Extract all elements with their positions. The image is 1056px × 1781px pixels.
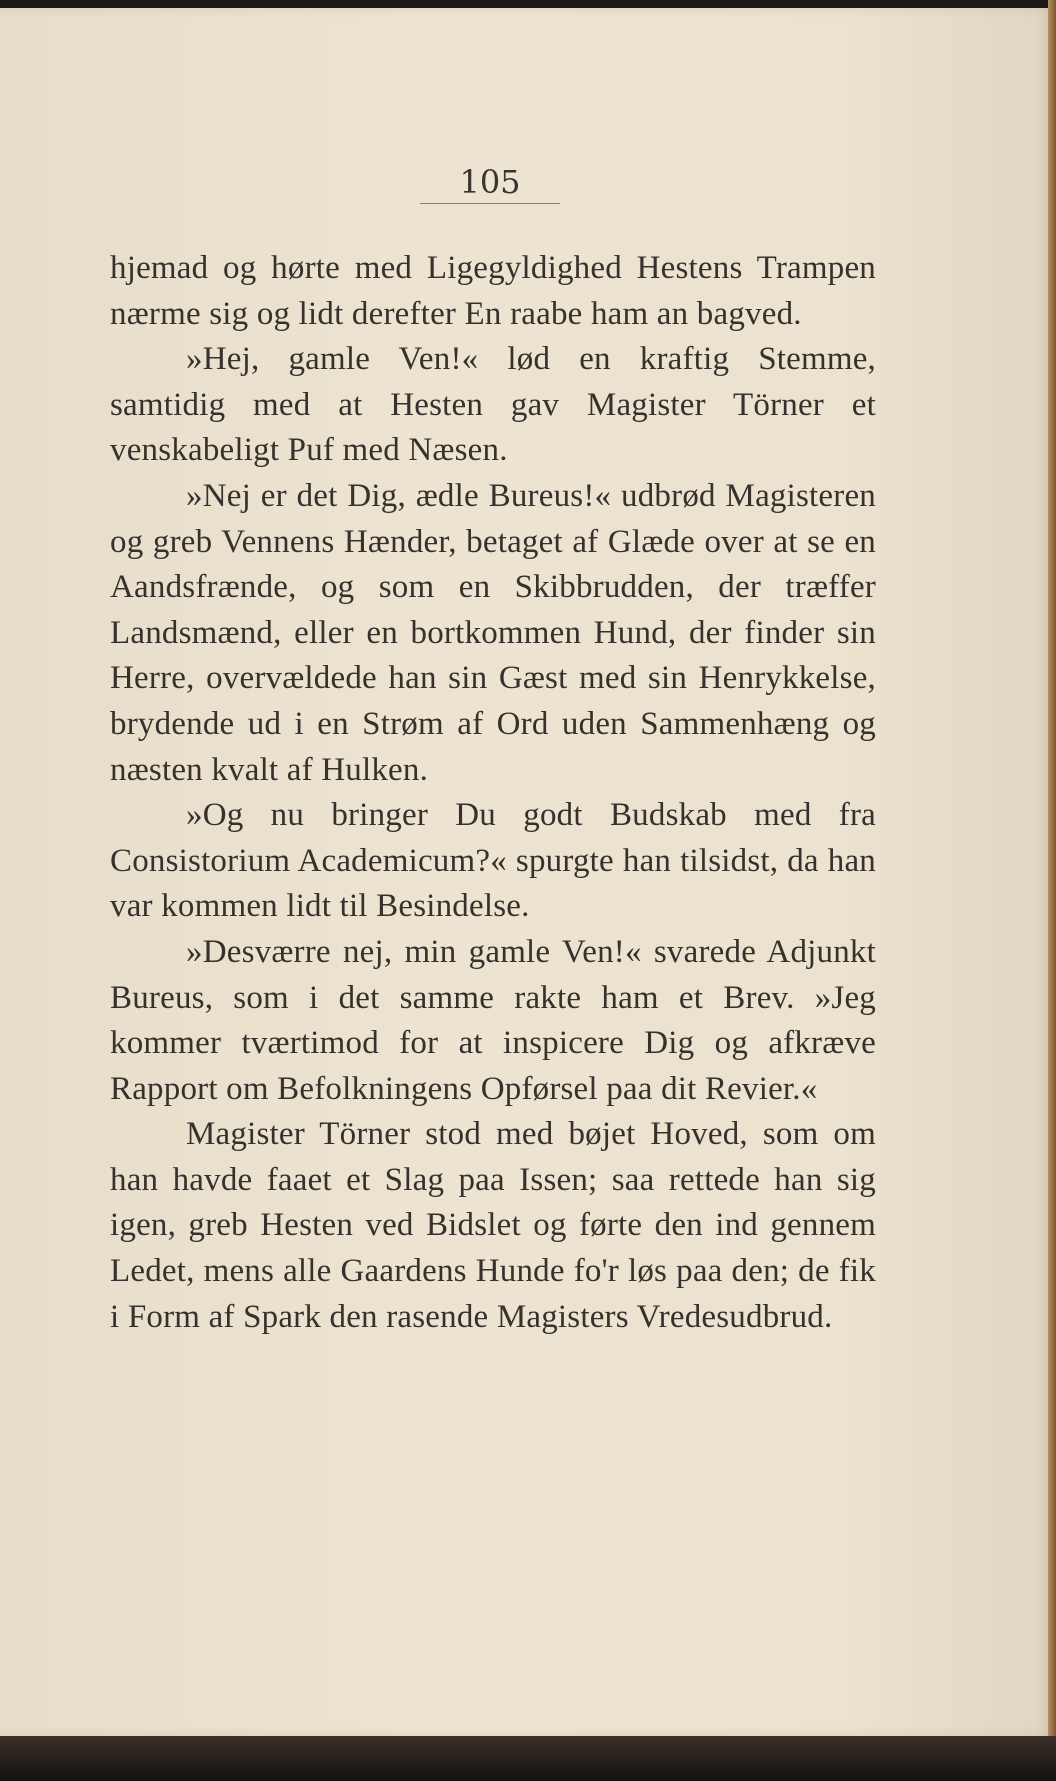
paragraph: hjemad og hørte med Ligegyldighed Hestens Trampen nærme sig og lidt derefter En raabe ham an bagved. [110, 250, 876, 332]
paragraph: »Hej, gamle Ven!« lød en kraftig Stemme, samtidig med at Hesten gav Magister Törner et venskabeligt Puf med Næsen. [110, 341, 876, 469]
paragraph: »Og nu bringer Du godt Budskab med fra Consistorium Academicum?« spurgte han tilsidst, da han var kommen lidt til Besindelse. [110, 797, 876, 925]
paragraph: »Desværre nej, min gamle Ven!« svarede Adjunkt Bureus, som i det samme rakte ham et Brev. »Jeg kommer tværtimod for at inspicere Dig og afkræve Rapport om Befolkningens Opførsel paa dit Revier.« [110, 933, 876, 1107]
body-text [110, 246, 876, 1340]
book-edge-right [1048, 0, 1056, 1781]
paragraph: Magister Törner stod med bøjet Hoved, som om han havde faaet et Slag paa Issen; saa rettede han sig igen, greb Hesten ved Bidslet og førte den ind gennem Ledet, mens alle Gaardens Hunde fo'r løs paa den; de fik i Form af Spark den rasende Magisters Vredesudbrud. [110, 1116, 876, 1335]
book-page [0, 8, 1055, 1736]
book-edge-bottom [0, 1736, 1056, 1781]
paragraph: »Nej er det Dig, ædle Bureus!« udbrød Magisteren og greb Vennens Hænder, betaget af Glæde over at se en Aandsfrænde, og som en Skibbrudden, der træffer Landsmænd, eller en bortkommen Hund, der finder sin Herre, overvældede han sin Gæst med sin Henrykkelse, brydende ud i en Strøm af Ord uden Sammenhæng og næsten kvalt af Hulken. [110, 477, 876, 788]
page-number: 105 [420, 163, 560, 204]
